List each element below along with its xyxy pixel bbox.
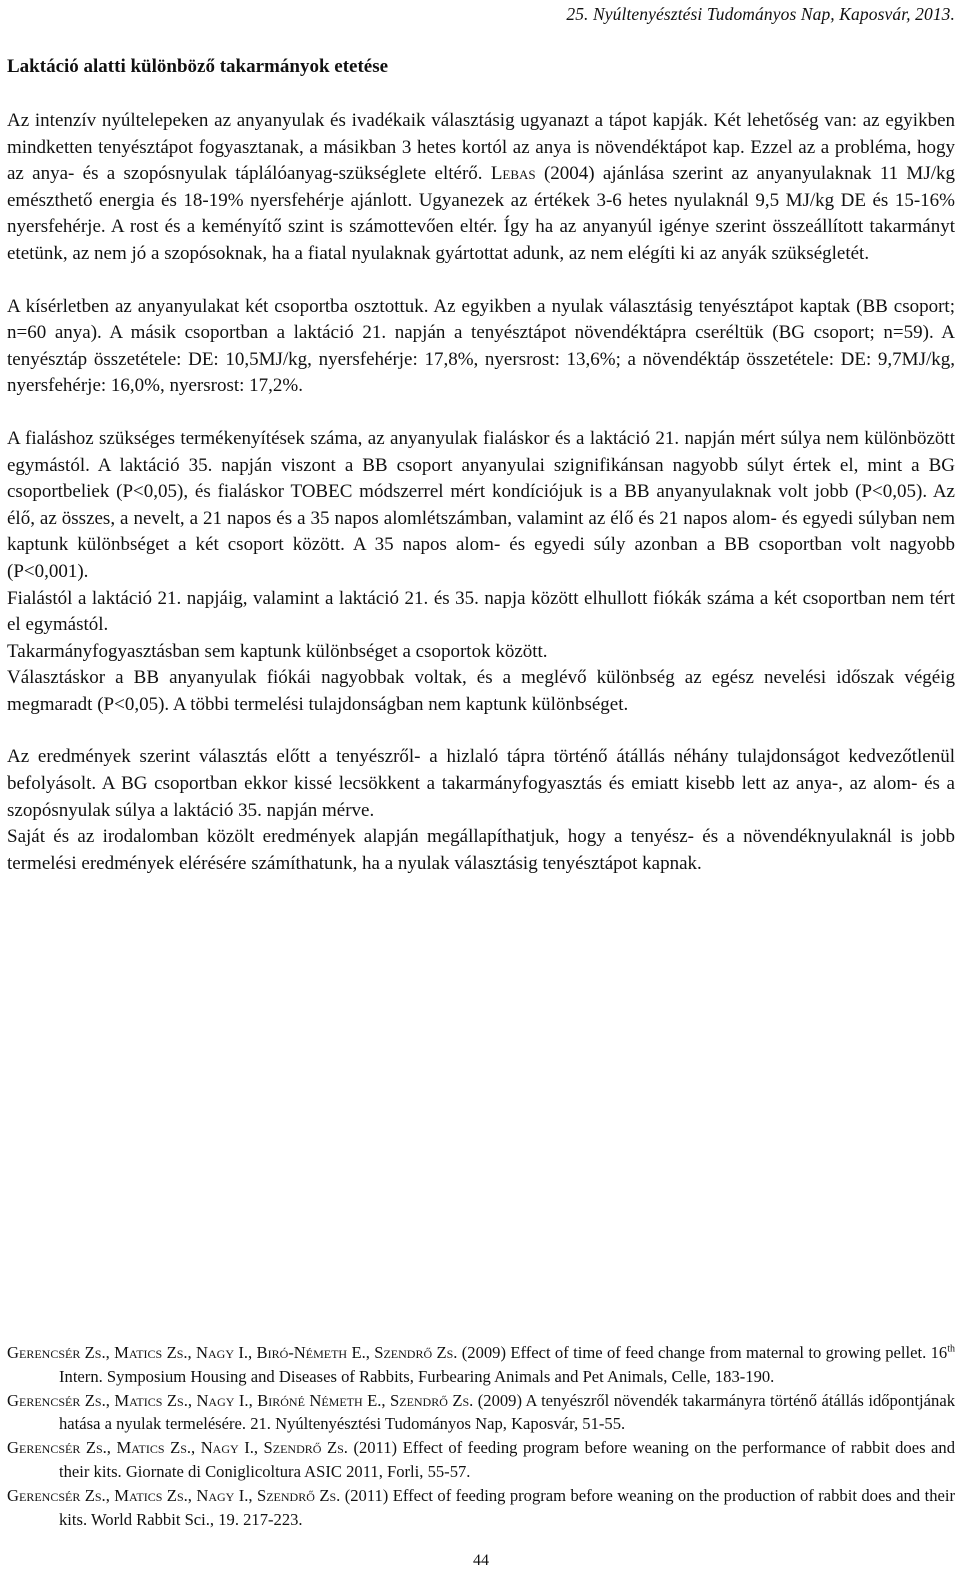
paragraph-results-weaning: Választáskor a BB anyanyulak fiókái nagyobbak voltak, és a meglévő különbség az egész nevelési időszak végéig megmaradt (P<0,05). A többi termelési tulajdonságban nem kaptunk különbséget. [7, 667, 955, 715]
reference-item [7, 1341, 955, 1389]
paragraph-results-feed: Takarmányfogyasztásban sem kaptunk különbséget a csoportok között. [7, 640, 548, 662]
page-number: 44 [473, 1552, 489, 1569]
running-header: 25. Nyúltenyésztési Tudományos Nap, Kaposvár, 2013. [566, 4, 955, 24]
reference-authors: Gerencsér Zs., Matics Zs., Nagy I., Biróné Németh E., Szendrő Zs. [7, 1390, 474, 1410]
paragraph-discussion: Az eredmények szerint választás előtt a tenyészről- a hizlaló tápra történő átállás néhány tulajdonságot kedvezőtlenül befolyásolt. A BG csoportban ekkor kissé lecsökkent a takarmányfogyasztás és emiatt kisebb lett az anya-, az alom- és a szopósnyulak súlya a laktáció 35. napján mérve. [7, 746, 955, 821]
reference-authors: Gerencsér Zs., Matics Zs., Nagy I., Szendrő Zs. [7, 1485, 341, 1505]
reference-authors: Gerencsér Zs., Matics Zs., Nagy I., Szendrő Zs. [7, 1438, 348, 1458]
reference-list [7, 1341, 955, 1531]
cited-author: Lebas [490, 163, 536, 185]
paragraph-conclusion: Saját és az irodalomban közölt eredmények alapján megállapíthatjuk, hogy a tenyész- és a növendéknyulaknál is jobb termelési eredmények elérésére számíthatunk, ha a nyulak választásig tenyésztápot kapnak. [7, 826, 955, 874]
reference-text: (2011) Effect of feeding program before weaning on the performance of rabbit does and their kits. Giornate di Coniglicoltura ASIC 2011, Forli, 55-57. [59, 1438, 956, 1481]
superscript: th [947, 1343, 955, 1355]
paragraph-text: Az intenzív nyúltelepeken az anyanyulak és ivadékaik választásig ugyanazt a tápot kapják. Két lehetőség van: az egyikben mindketten tenyésztápot fogyasztanak, a másikban 3 hetes kortól az anya is növendéktápot kap. Ezzel az a probléma, hogy az anya- és a szopósnyulak táplálóanyag-szükséglete eltérő. [7, 110, 955, 185]
reference-text: (2009) A tenyészről növendék takarmányra történő átállás időpontjának hatása a nyulak termelésére. 21. Nyúltenyésztési Tudományos Nap, Kaposvár, 51-55. [59, 1390, 955, 1434]
body-text [7, 108, 955, 877]
paragraph-results-mortality: Fialástól a laktáció 21. napjáig, valamint a laktáció 21. és 35. napja között elhullott fiókák száma a két csoportban nem tért el egymástól. [7, 587, 955, 636]
reference-item [7, 1484, 955, 1532]
paragraph-intro [7, 108, 955, 268]
reference-item [7, 1436, 955, 1484]
reference-text: (2009) Effect of time of feed change from maternal to growing pellet. 16 [457, 1343, 948, 1362]
paragraph-results: A fialáshoz szükséges termékenyítések száma, az anyanyulak fialáskor és a laktáció 21. napján mért súlya nem különbözött egymástól. A laktáció 35. napján viszont a BB csoport anyanyulai szignifikánsan nagyobb súlyt értek el, mint a BG csoportbeliek (P<0,05), és fialáskor TOBEC módszerrel mért kondíciójuk is a BB anyanyulaknak volt jobb (P<0,05). Az élő, az összes, a nevelt, a 21 napos és a 35 napos alomlétszámban, valamint az élő és 21 napos alom- és egyedi súlyban nem kaptunk különbséget a két csoport között. A 35 napos alom- és egyedi súly azonban a BB csoportban volt nagyobb (P<0,001). [7, 427, 955, 582]
paragraph-methods: A kísérletben az anyanyulakat két csoportba osztottuk. Az egyikben a nyulak választásig tenyésztápot kaptak (BB csoport; n=60 anya). A másik csoportban a laktáció 21. napján a tenyésztápot növendéktápra cseréltük (BG csoport; n=59). A tenyésztáp összetétele: DE: 10,5MJ/kg, nyersfehérje: 17,8%, nyersrost: 13,6%; a növendéktáp összetétele: DE: 9,7MJ/kg, nyersfehérje: 16,0%, nyersrost: 17,2%. [7, 295, 955, 397]
paragraph-text: (2004) ajánlása szerint az anyanyulaknak 11 MJ/kg emészthető energia és 18-19% nyersfehérje ajánlott. Ugyanezek az értékek 3-6 hetes nyulaknál 9,5 MJ/kg DE és 15-16% nyersfehérje. A rost és a keményítő szint is számottevően eltér. Így ha az anyanyúl igénye szerint összeállított takarmányt etetünk, az nem jó a szopósoknak, ha a fiatal nyulaknak gyártottat adunk, az nem elégíti ki az anyák szükségletét. [7, 163, 955, 264]
reference-authors: Gerencsér Zs., Matics Zs., Nagy I., Biró-Németh E., Szendrő Zs. [7, 1343, 458, 1362]
reference-text: (2011) Effect of feeding program before weaning on the production of rabbit does and their kits. World Rabbit Sci., 19. 217-223. [59, 1485, 955, 1529]
reference-item [7, 1389, 955, 1437]
reference-text: Intern. Symposium Housing and Diseases of Rabbits, Furbearing Animals and Pet Animals, Celle, 183-190. [59, 1366, 775, 1386]
section-title: Laktáció alatti különböző takarmányok etetése [7, 56, 389, 77]
